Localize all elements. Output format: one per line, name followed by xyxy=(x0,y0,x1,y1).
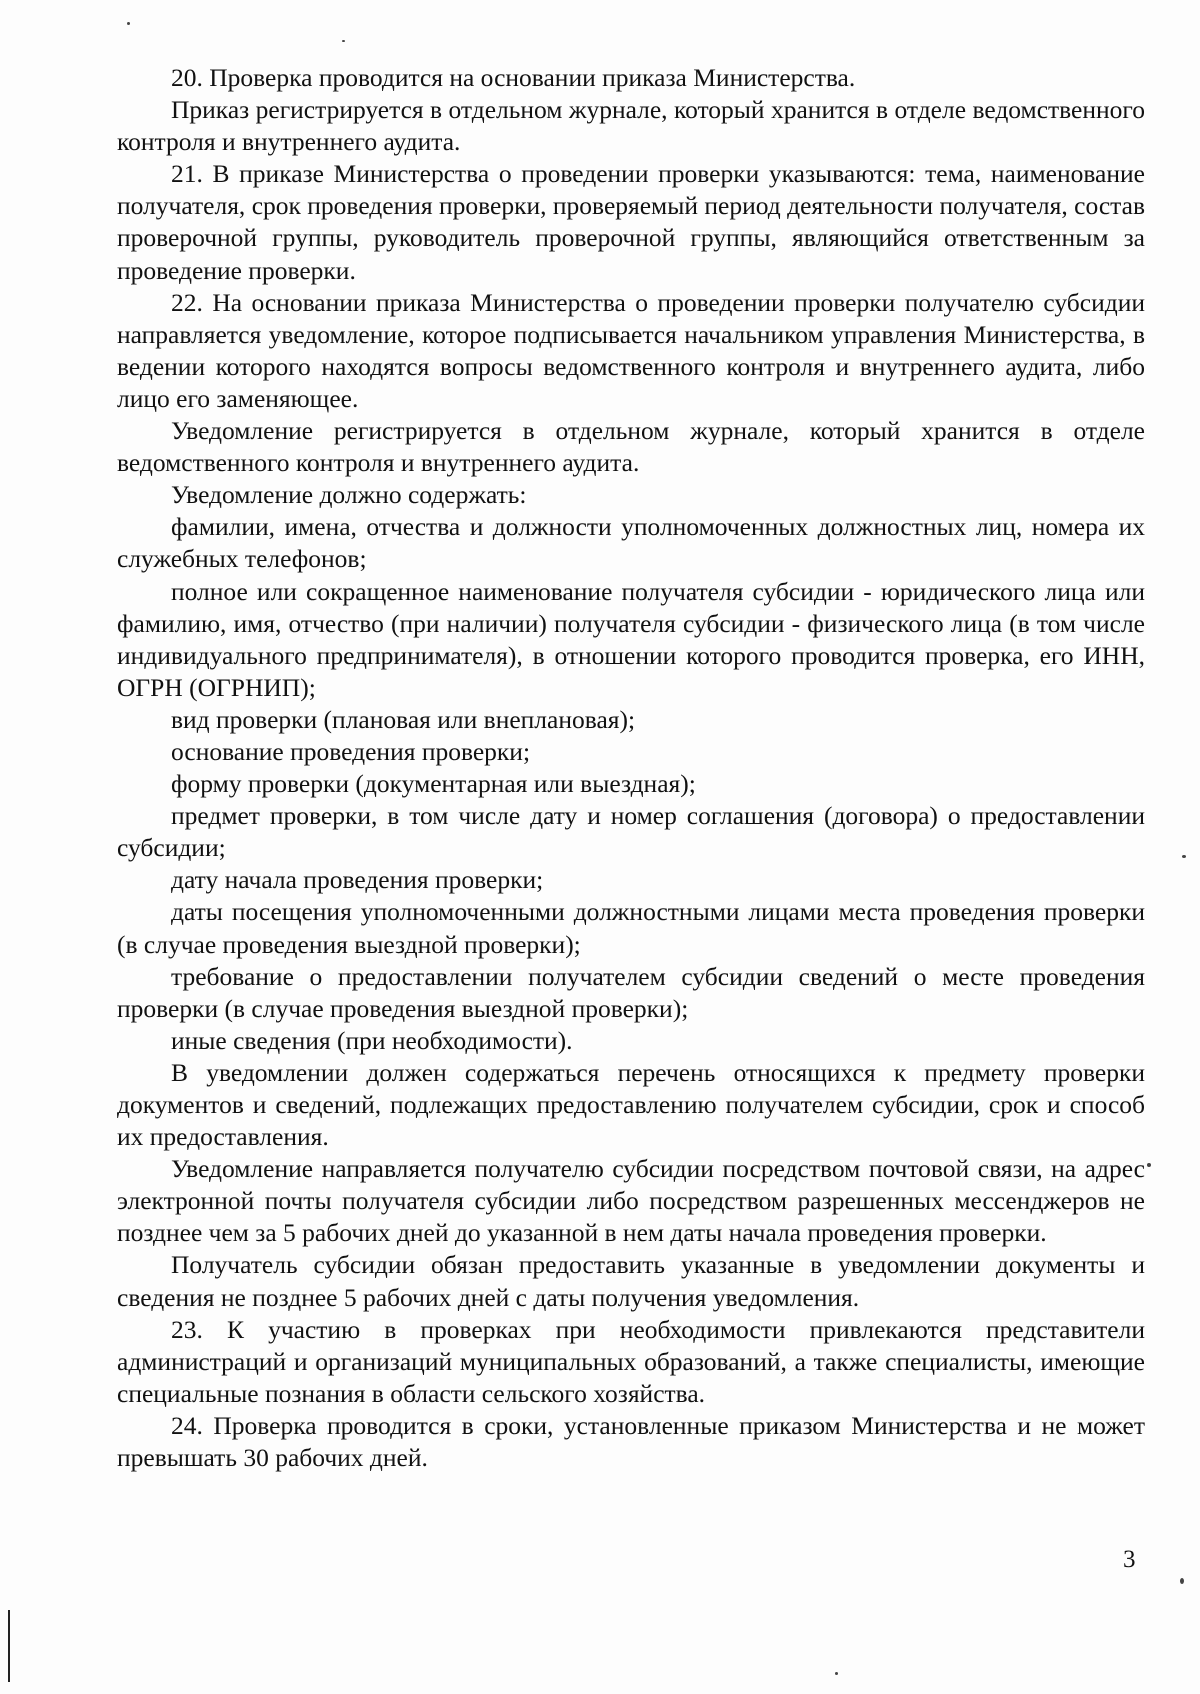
paragraph: 24. Проверка проводится в сроки, установленные приказом Министерства и не может превышать 30 рабочих дней. xyxy=(117,1410,1145,1473)
paragraph: иные сведения (при необходимости). xyxy=(171,1025,573,1055)
scan-speck xyxy=(1182,855,1186,858)
paragraph: Уведомление направляется получателю субсидии посредством почтовой связи, на адрес электронной почты получателя субсидии либо посредством разрешенных мессенджеров не позднее чем за 5 рабочих дней до указанной в нем даты начала проведения проверки. xyxy=(117,1154,1145,1248)
scan-speck xyxy=(1147,1163,1151,1167)
scan-speck xyxy=(127,22,130,25)
paragraph: Получатель субсидии обязан предоставить указанные в уведомлении документы и сведения не позднее 5 рабочих дней с даты получения уведомления. xyxy=(117,1250,1145,1312)
paragraph: Уведомление должно содержать: xyxy=(171,480,527,510)
paragraph: требование о предоставлении получателем субсидии сведений о месте проведения проверки (в случае проведения выездной проверки); xyxy=(117,961,1145,1023)
paragraph: даты посещения уполномоченными должностными лицами места проведения проверки (в случае проведения выездной проверки); xyxy=(117,897,1145,959)
paragraph: Приказ регистрируется в отдельном журнале, который хранится в отделе ведомственного контроля и внутреннего аудита. xyxy=(117,95,1145,157)
document-body xyxy=(117,62,1145,1474)
paragraph: 23. К участию в проверках при необходимости привлекаются представители администраций и организаций муниципальных образований, а также специалисты, имеющие специальные познания в области сельского хозяйства. xyxy=(117,1314,1145,1408)
paragraph: В уведомлении должен содержаться перечень относящихся к предмету проверки документов и сведений, подлежащих предоставлению получателем субсидии, срок и способ их предоставления. xyxy=(117,1057,1145,1152)
paragraph: вид проверки (плановая или внеплановая); xyxy=(171,704,636,734)
paragraph: основание проведения проверки; xyxy=(171,736,531,766)
paragraph: предмет проверки, в том числе дату и номер соглашения (договора) о предоставлении субсидии; xyxy=(117,801,1145,863)
paragraph: фамилии, имена, отчества и должности уполномоченных должностных лиц, номера их служебных телефонов; xyxy=(117,512,1145,574)
paragraph: 21. В приказе Министерства о проведении проверки указываются: тема, наименование получателя, срок проведения проверки, проверяемый период деятельности получателя, состав проверочной группы, руководитель проверочной группы, являющийся ответственным за проведение проверки. xyxy=(117,159,1145,285)
page-number: 3 xyxy=(1123,1546,1136,1573)
scan-edge-line xyxy=(8,1610,10,1682)
paragraph: 22. На основании приказа Министерства о проведении проверки получателю субсидии направляется уведомление, которое подписывается начальником управления Министерства, в ведении которого находятся вопросы ведомственного контроля и внутреннего аудита, либо лицо его заменяющее. xyxy=(117,287,1145,413)
scan-speck xyxy=(342,40,345,42)
paragraph: полное или сокращенное наименование получателя субсидии - юридического лица или фамилию, имя, отчество (при наличии) получателя субсидии - физического лица (в том числе индивидуального предпринимателя), в отношении которого проводится проверка, его ИНН, ОГРН (ОГРНИП); xyxy=(117,576,1145,702)
scan-speck xyxy=(835,1672,838,1675)
paragraph: дату начала проведения проверки; xyxy=(171,865,544,895)
paragraph: 20. Проверка проводится на основании приказа Министерства. xyxy=(171,63,856,92)
scan-speck xyxy=(1180,1578,1184,1584)
paragraph: Уведомление регистрируется в отдельном журнале, который хранится в отделе ведомственного контроля и внутреннего аудита. xyxy=(117,416,1145,478)
paragraph: форму проверки (документарная или выездная); xyxy=(171,769,696,799)
